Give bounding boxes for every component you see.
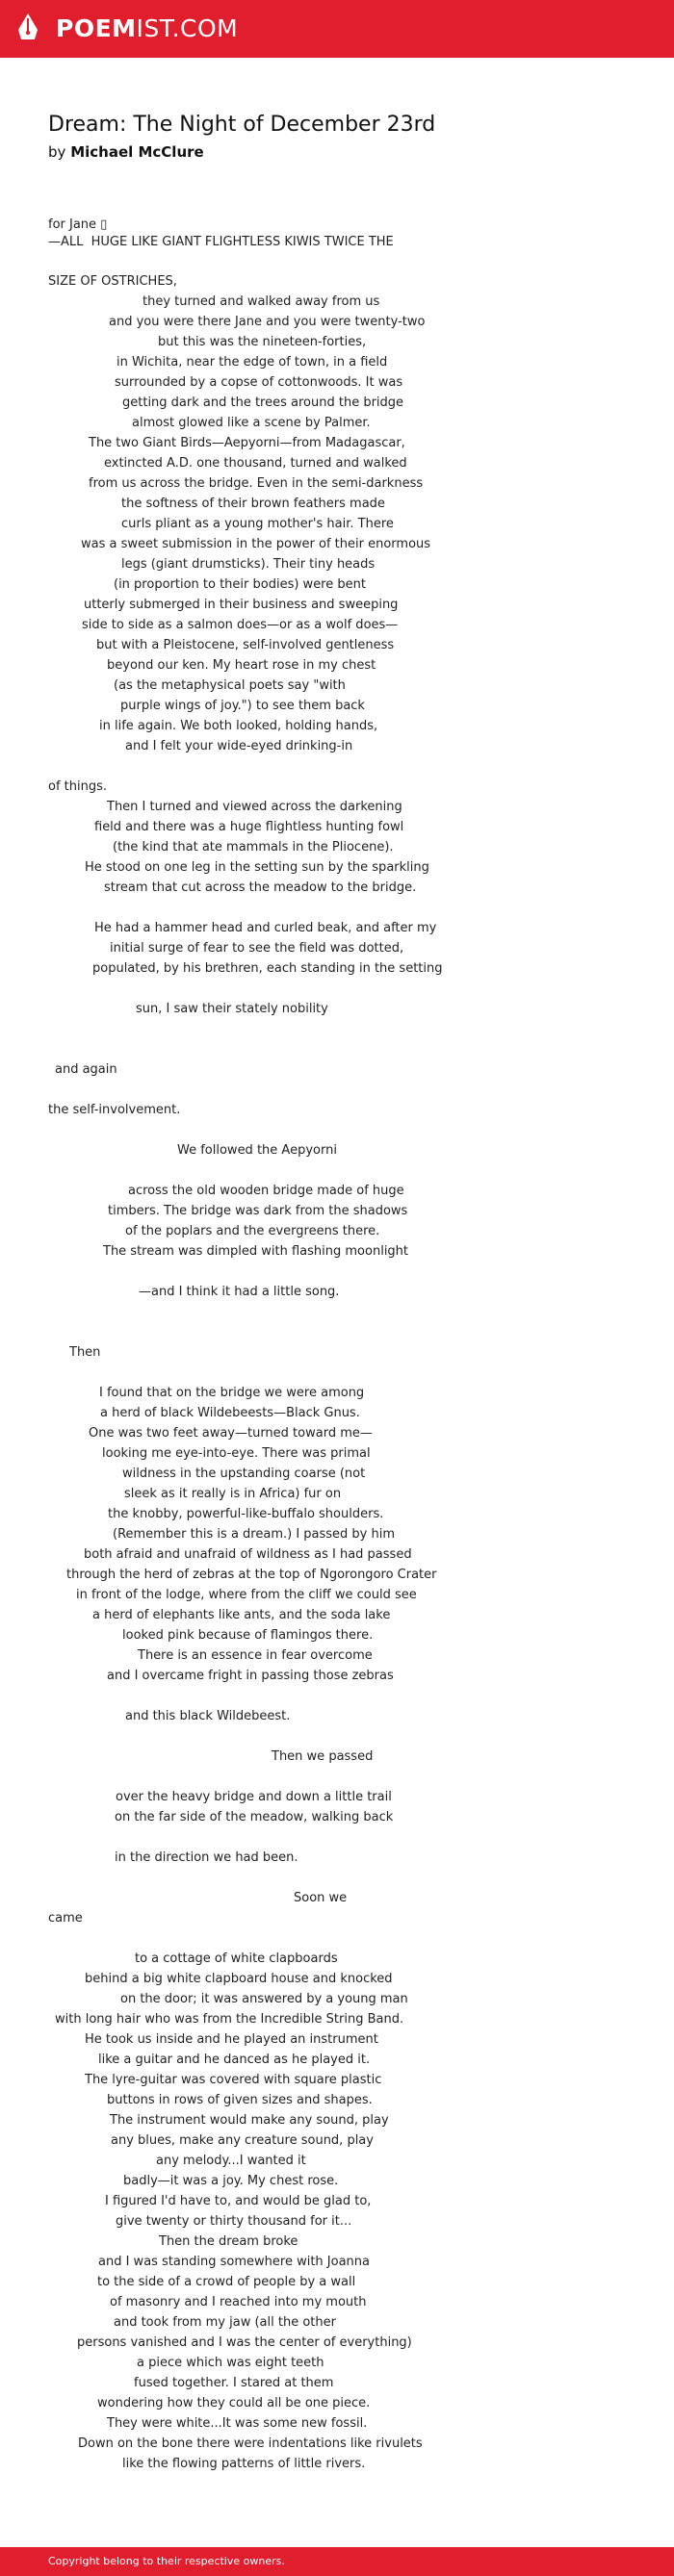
poem-line: He took us inside and he played an instrument — [85, 2032, 378, 2047]
poem-line: any blues, make any creature sound, play — [111, 2133, 374, 2148]
poem-line: buttons in rows of given sizes and shapes. — [107, 2093, 373, 2107]
poem-line: side to side as a salmon does—or as a wolf does— — [82, 618, 399, 632]
poem-line: Then the dream broke — [159, 2234, 298, 2249]
poem-line: and you were there Jane and you were twenty-two — [109, 315, 426, 329]
poem-line: in the direction we had been. — [115, 1850, 298, 1865]
poem-line: utterly submerged in their business and sweeping — [84, 598, 399, 612]
poem-line: on the door; it was answered by a young man — [120, 1992, 408, 2006]
poem-line: a herd of elephants like ants, and the soda lake — [92, 1608, 391, 1622]
poem-line: One was two feet away—turned toward me— — [89, 1426, 373, 1441]
author-link[interactable]: Michael McClure — [70, 143, 204, 161]
poem-line: the self-involvement. — [48, 1103, 181, 1117]
poem-line: getting dark and the trees around the bridge — [122, 395, 404, 410]
poem-line: from us across the bridge. Even in the semi-darkness — [89, 476, 424, 491]
poem-line: and this black Wildebeest. — [125, 1709, 291, 1723]
poem-line: Down on the bone there were indentations like rivulets — [78, 2436, 423, 2451]
poem-line: but this was the nineteen-forties, — [158, 335, 367, 349]
poem-line: over the heavy bridge and down a little trail — [116, 1790, 392, 1804]
poem-line: of masonry and I reached into my mouth — [110, 2295, 367, 2309]
poem-line: like the flowing patterns of little rivers. — [122, 2457, 366, 2471]
poem-line: (Remember this is a dream.) I passed by him — [113, 1527, 396, 1542]
logo-bold-text: POEM — [56, 14, 137, 42]
poem-line: and took from my jaw (all the other — [114, 2315, 336, 2330]
poem-line: timbers. The bridge was dark from the shadows — [108, 1204, 408, 1218]
poem-line: of things. — [48, 779, 108, 794]
poem-line: (the kind that ate mammals in the Pliocene). — [113, 840, 394, 854]
poem-line: —and I think it had a little song. — [139, 1285, 340, 1299]
poem-line: to a cottage of white clapboards — [135, 1951, 338, 1966]
poem-line: was a sweet submission in the power of their enormous — [81, 537, 431, 551]
poem-line: I found that on the bridge we were among — [99, 1386, 365, 1400]
poem-line: sun, I saw their stately nobility — [136, 1002, 328, 1016]
poem-line: They were white...It was some new fossil. — [107, 2416, 368, 2431]
poem-line: The stream was dimpled with flashing moonlight — [103, 1244, 409, 1259]
poem-line: sleek as it really is in Africa) fur on — [124, 1487, 342, 1501]
poem-line: across the old wooden bridge made of huge — [128, 1184, 404, 1198]
poem-line: and again — [55, 1062, 117, 1077]
poem-line: He stood on one leg in the setting sun by the sparkling — [85, 860, 429, 875]
poem-line: of the poplars and the evergreens there. — [125, 1224, 380, 1238]
poem-line: behind a big white clapboard house and knocked — [85, 1972, 393, 1986]
poem-line: both afraid and unafraid of wildness as I had passed — [84, 1547, 412, 1562]
poem-line: looking me eye-into-eye. There was primal — [102, 1446, 371, 1461]
poem-line: The two Giant Birds—Aepyorni—from Madagascar, — [89, 436, 405, 450]
copyright-text: Copyright belong to their respective owners. — [48, 2555, 285, 2567]
poem-line: I figured I'd have to, and would be glad to, — [105, 2194, 372, 2208]
poem-line: The lyre-guitar was covered with square plastic — [85, 2073, 382, 2087]
poem-line: like a guitar and he danced as he played it. — [98, 2053, 371, 2067]
by-label: by — [48, 143, 66, 161]
poem-line: extincted A.D. one thousand, turned and walked — [104, 456, 407, 471]
poem-line: Soon we — [294, 1891, 348, 1905]
poem-line: wondering how they could all be one piece. — [97, 2396, 371, 2410]
poem-line: came — [48, 1911, 83, 1926]
poem-line: curls pliant as a young mother's hair. There — [121, 517, 394, 531]
poem-line: We followed the Aepyorni — [177, 1143, 337, 1158]
poem-line: any melody...I wanted it — [156, 2154, 306, 2168]
poem-line: they turned and walked away from us — [143, 294, 380, 309]
site-footer — [0, 2547, 674, 2576]
logo-rest-text: IST.COM — [136, 14, 239, 42]
poem-line: to the side of a crowd of people by a wall — [97, 2275, 356, 2289]
poem-line: badly—it was a joy. My chest rose. — [123, 2174, 339, 2188]
poem-line: persons vanished and I was the center of everything) — [77, 2335, 412, 2350]
poem-line: Then I turned and viewed across the darkening — [107, 800, 402, 814]
poem-line: in front of the lodge, where from the cliff we could see — [76, 1588, 417, 1602]
poem-line: the softness of their brown feathers made — [121, 497, 385, 511]
poem-line: initial surge of fear to see the field was dotted, — [110, 941, 404, 956]
poem-line: —ALL HUGE LIKE GIANT FLIGHTLESS KIWIS TWICE THE — [48, 235, 394, 249]
poem-line: He had a hammer head and curled beak, and after my — [94, 921, 437, 935]
poem-line: field and there was a huge flightless hunting fowl — [94, 820, 404, 834]
poem-line: The instrument would make any sound, play — [110, 2113, 389, 2128]
poem-line: surrounded by a copse of cottonwoods. It was — [115, 375, 403, 390]
poem-line: Then — [69, 1345, 101, 1360]
poem-line: but with a Pleistocene, self-involved gentleness — [96, 638, 395, 652]
poem-line: populated, by his brethren, each standing in the setting — [92, 961, 443, 976]
poem-line: a piece which was eight teeth — [137, 2356, 324, 2370]
poem-line: and I overcame fright in passing those zebras — [107, 1669, 394, 1683]
poem-line: fused together. I stared at them — [134, 2376, 334, 2390]
poem-line: and I was standing somewhere with Joanna — [98, 2255, 370, 2269]
poem-line: purple wings of joy.") to see them back — [120, 699, 365, 713]
poem-line: with long hair who was from the Incredible String Band. — [55, 2012, 404, 2027]
poem-line: for Jane ▯ — [48, 217, 108, 232]
poem-line: wildness in the upstanding coarse (not — [122, 1467, 366, 1481]
poem-line: almost glowed like a scene by Palmer. — [132, 416, 371, 430]
poem-line: looked pink because of flamingos there. — [122, 1628, 374, 1643]
poem-line: on the far side of the meadow, walking back — [115, 1810, 394, 1824]
poem-line: and I felt your wide-eyed drinking-in — [125, 739, 353, 753]
poem-line: legs (giant drumsticks). Their tiny heads — [121, 557, 376, 572]
poem-line: There is an essence in fear overcome — [138, 1648, 373, 1663]
poem-line: Then we passed — [272, 1749, 374, 1764]
poem-line: a herd of black Wildebeests—Black Gnus. — [100, 1406, 360, 1420]
poem-title: Dream: The Night of December 23rd — [48, 113, 436, 137]
poem-line: beyond our ken. My heart rose in my chest — [107, 658, 376, 673]
poem-line: SIZE OF OSTRICHES, — [48, 274, 177, 289]
poem-line: (in proportion to their bodies) were bent — [114, 577, 366, 592]
poem-line: through the herd of zebras at the top of Ngorongoro Crater — [66, 1568, 437, 1582]
poem-line: (as the metaphysical poets say "with — [114, 678, 346, 693]
poem-line: in life again. We both looked, holding hands, — [99, 719, 378, 733]
poem-line: the knobby, powerful-like-buffalo shoulders. — [108, 1507, 384, 1521]
poem-line: give twenty or thirty thousand for it... — [116, 2214, 352, 2229]
poem-line: stream that cut across the meadow to the bridge. — [104, 880, 417, 895]
poem-line: in Wichita, near the edge of town, in a field — [117, 355, 388, 370]
